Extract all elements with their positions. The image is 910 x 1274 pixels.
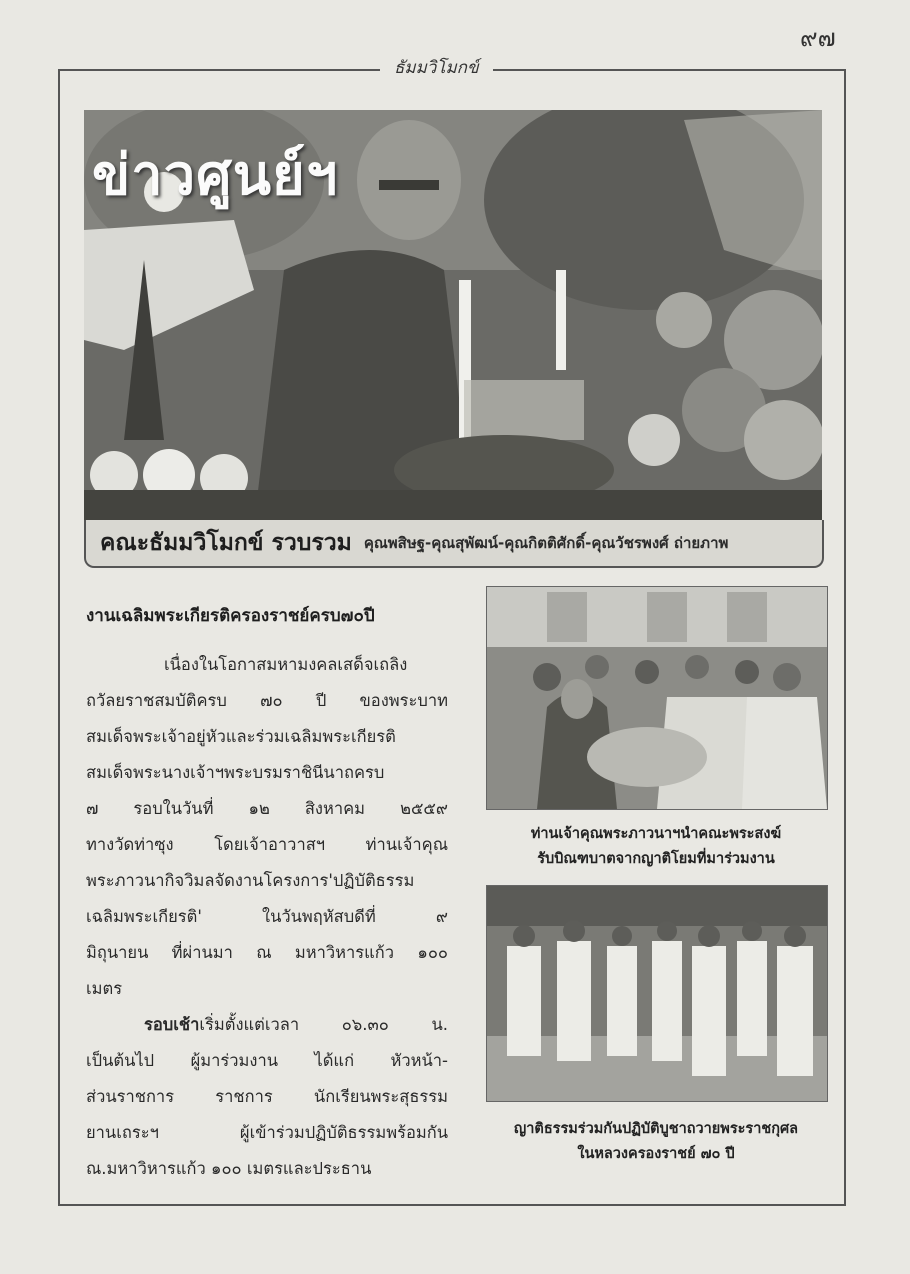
article-paragraph-2: [86, 1007, 448, 1187]
photo-alms-round: [486, 586, 828, 810]
article-line: ยานเถระฯ ผู้เข้าร่วมปฏิบัติธรรมพร้อมกัน: [86, 1123, 448, 1142]
article-line: ทางวัดท่าซุง โดยเจ้าอาวาสฯ ท่านเจ้าคุณ: [86, 835, 448, 854]
article-line: ๗ รอบในวันที่ ๑๒ สิงหาคม ๒๕๕๙: [86, 799, 448, 818]
page-number: ๙๗: [800, 24, 836, 52]
hero-photo: [84, 110, 822, 525]
article-line: สมเด็จพระเจ้าอยู่หัวและร่วมเฉลิมพระเกียรติ: [86, 727, 396, 746]
caption-line: รับบิณฑบาตจากญาติโยมที่มาร่วมงาน: [537, 851, 775, 867]
morning-line-text: เริ่มตั้งแต่เวลา ๐๖.๓๐ น.: [199, 1015, 448, 1034]
credit-photographers: คุณพสิษฐ-คุณสุพัฒน์-คุณกิตติศักดิ์-คุณวัชรพงศ์ ถ่ายภาพ: [363, 534, 729, 552]
credit-bar: [84, 520, 824, 568]
caption-line: ท่านเจ้าคุณพระภาวนาฯนำคณะพระสงฆ์: [530, 826, 782, 842]
photo-alms-round-illustration: [487, 587, 827, 809]
photo-caption-1: [476, 822, 836, 872]
article-line: พระภาวนากิจวิมลจัดงานโครงการ'ปฏิบัติธรรม: [86, 871, 415, 890]
article-heading: งานเฉลิมพระเกียรติครองราชย์ครบ๗๐ปี: [86, 606, 375, 626]
article-line: เนื่องในโอกาสมหามงคลเสด็จเถลิง: [164, 655, 408, 674]
photo-group-practice: [486, 885, 828, 1102]
photo-caption-2: [476, 1117, 836, 1167]
article-line: มิถุนายน ที่ผ่านมา ณ มหาวิหารแก้ว ๑๐๐: [86, 943, 448, 962]
article-line: เมตร: [86, 979, 123, 998]
section-title: ข่าวศูนย์ฯ: [92, 143, 339, 208]
article-line: ส่วนราชการ ราชการ นักเรียนพระสุธรรม: [86, 1087, 448, 1106]
caption-line: ญาติธรรมร่วมกันปฏิบัติบูชาถวายพระราชกุศล: [513, 1121, 799, 1137]
morning-label: รอบเช้า: [144, 1015, 200, 1034]
article-line: [86, 1007, 448, 1043]
article-paragraph-1: [86, 647, 448, 1007]
caption-line: ในหลวงครองราชย์ ๗๐ ปี: [577, 1146, 735, 1162]
article-column: [86, 602, 448, 1187]
running-head: ธัมมวิโมกข์: [380, 54, 493, 81]
photo-group-practice-illustration: [487, 886, 827, 1101]
article-line: เฉลิมพระเกียรติ' ในวันพฤหัสบดีที่ ๙: [86, 907, 448, 926]
article-line: ณ.มหาวิหารแก้ว ๑๐๐ เมตรและประธาน: [86, 1159, 372, 1178]
article-line: ถวัลยราชสมบัติครบ ๗๐ ปี ของพระบาท: [86, 691, 448, 710]
credit-authors: คณะธัมมวิโมกข์ รวบรวม: [100, 530, 352, 556]
article-line: สมเด็จพระนางเจ้าฯพระบรมราชินีนาถครบ: [86, 763, 385, 782]
article-line: เป็นต้นไป ผู้มาร่วมงาน ได้แก่ หัวหน้า-: [86, 1051, 448, 1070]
